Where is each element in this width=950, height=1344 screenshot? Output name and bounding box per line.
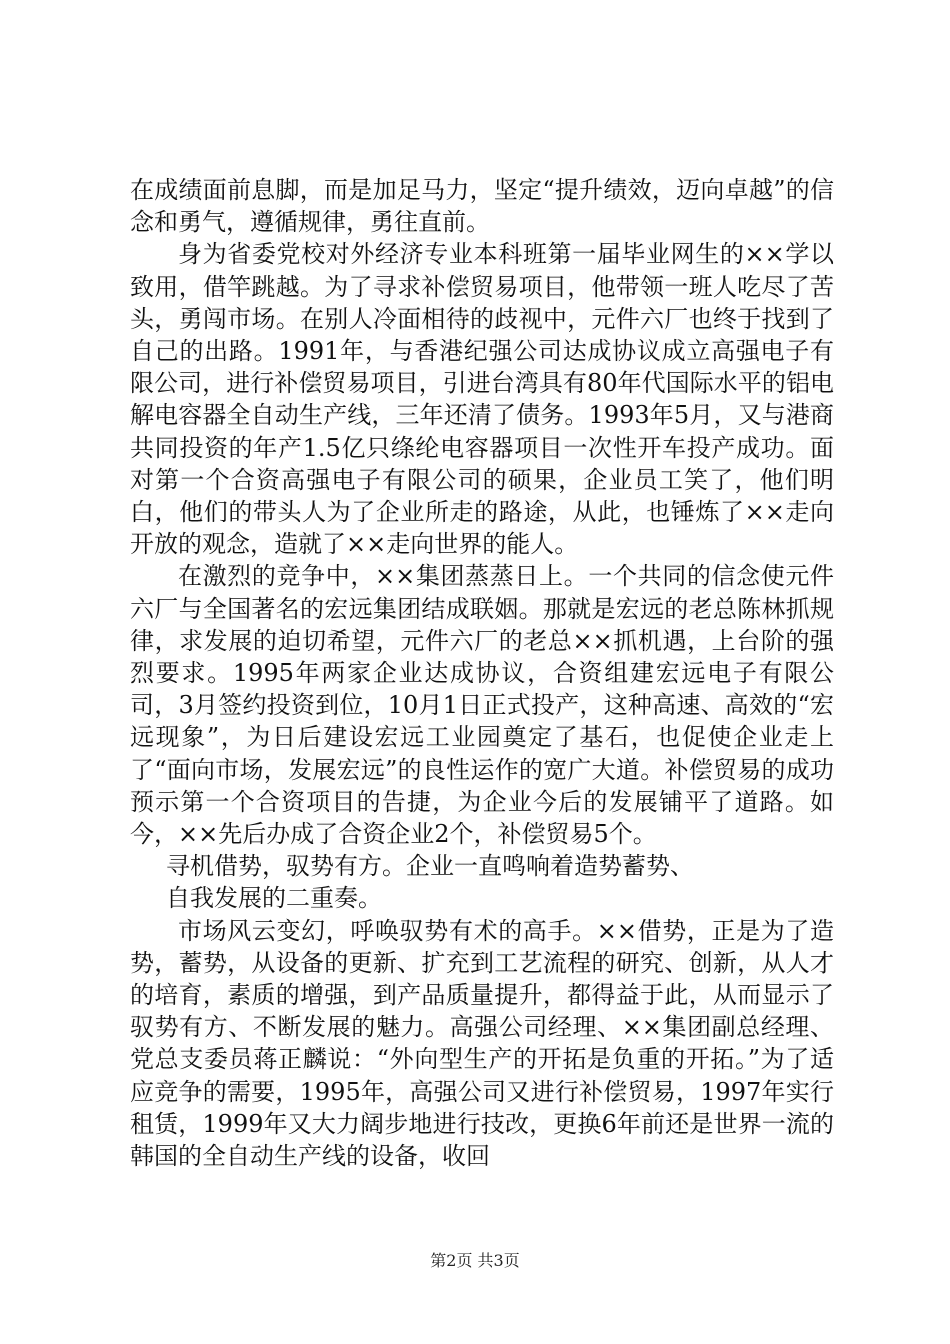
paragraph-market: 市场风云变幻，呼唤驭势有术的高手。××借势，正是为了造势，蓄势，从设备的更新、扩充到工艺流程的研究、创新，从人才的培育，素质的增强，到产品质量提升，都得益于此，从而显示了驭势有方、不断发展的魅力。高强公司经理、××集团副总经理、党总支委员蒋正麟说：“外向型生产的开拓是负重的开拓。”为了适应竞争的需要，1995年，高强公司又进行补偿贸易，1997年实行租赁，1999年又大力阔步地进行技改，更换6年前还是世界一流的韩国的全自动生产线的设备，收回 (130, 916, 834, 1171)
paragraph-competition: 在激烈的竞争中，××集团蒸蒸日上。一个共同的信念使元件六厂与全国著名的宏远集团结成联姻。那就是宏远的老总陈林抓规律，求发展的迫切希望，元件六厂的老总××抓机遇，上台阶的强烈要求。1995年两家企业达成协议，合资组建宏远电子有限公司，3月签约投资到位，10月1日正式投产，这种高速、高效的“宏远现象”，为日后建设宏远工业园奠定了基石，也促使企业走上了“面向市场，发展宏远”的良性运作的宽广大道。补偿贸易的成功预示第一个合资项目的告捷，为企业今后的发展铺平了道路。如今，××先后办成了合资企业2个，补偿贸易5个。 (130, 562, 834, 849)
paragraph-graduate: 身为省委党校对外经济专业本科班第一届毕业网生的××学以致用，借竿跳越。为了寻求补偿贸易项目，他带领一班人吃尽了苦头，勇闯市场。在别人冷面相待的歧视中，元件六厂也终于找到了自己的出路。1991年，与香港纪强公司达成协议成立高强电子有限公司，进行补偿贸易项目，引进台湾具有80年代国际水平的铝电解电容器全自动生产线，三年还清了债务。1993年5月，又与港商共同投资的年产1.5亿只绦纶电容器项目一次性开车投产成功。面对第一个合资高强电子有限公司的硕果，企业员工笑了，他们明白，他们的带头人为了企业所走的路途，从此，也锤炼了××走向开放的观念，造就了××走向世界的能人。 (130, 240, 834, 559)
paragraph-heading-line-2: 自我发展的二重奏。 (166, 884, 382, 913)
paragraph-continuation: 在成绩面前息脚，而是加足马力，坚定“提升绩效，迈向卓越”的信念和勇气，遵循规律，勇往直前。 (130, 176, 834, 237)
paragraph-heading-line-1: 寻机借势，驭势有方。企业一直鸣响着造势蓄势、 (166, 852, 694, 881)
page-number-footer: 第2页 共3页 (430, 1251, 520, 1270)
document-body (130, 174, 834, 1172)
